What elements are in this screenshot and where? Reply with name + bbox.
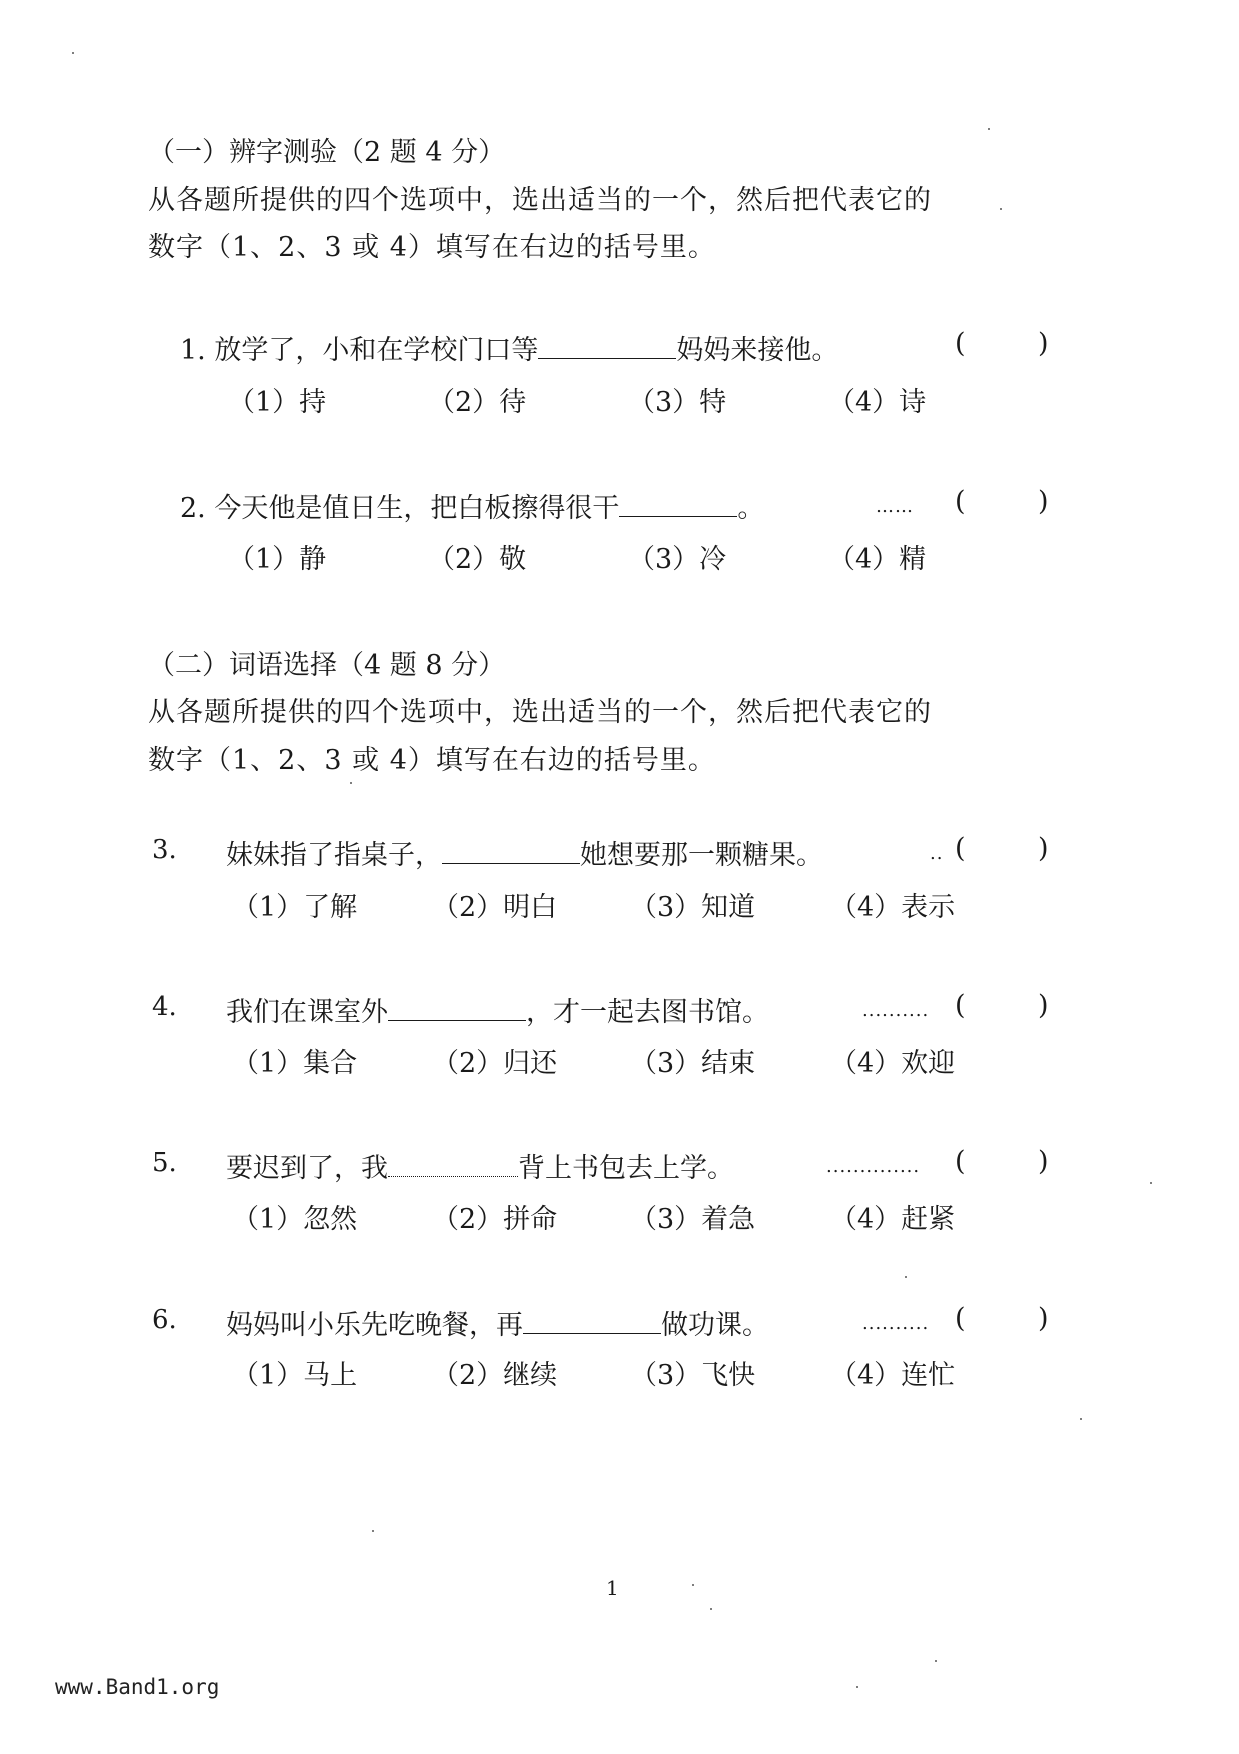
option-2[interactable]: （2）明白: [432, 892, 558, 923]
question-number: 4.: [152, 992, 177, 1022]
question-text-before: 妈妈叫小乐先吃晚餐，再: [226, 1310, 523, 1341]
option-3[interactable]: （3）冷: [628, 544, 727, 575]
answer-bracket-close: ): [1038, 833, 1049, 864]
question-text-after: 背上书包去上学。: [518, 1153, 734, 1184]
option-1[interactable]: （1）了解: [232, 892, 358, 923]
option-1[interactable]: （1）静: [228, 544, 327, 575]
question-text-before: 要迟到了，我: [226, 1153, 388, 1184]
scan-speck: [372, 1530, 374, 1532]
answer-bracket-close: ): [1038, 1146, 1049, 1177]
question-text-before: 我们在课室外: [226, 997, 388, 1028]
scan-speck: [710, 1608, 712, 1610]
scan-speck: [350, 782, 352, 784]
question-number: 5.: [152, 1148, 177, 1178]
answer-blank[interactable]: [388, 996, 526, 1021]
answer-bracket-open[interactable]: (: [955, 1146, 966, 1177]
question-text-before: 放学了，小和在学校门口等: [214, 335, 539, 366]
scan-speck: [72, 52, 74, 54]
scan-speck: [692, 1584, 694, 1586]
answer-blank[interactable]: [619, 492, 737, 517]
answer-bracket-open[interactable]: (: [955, 833, 966, 864]
option-4[interactable]: （4）连忙: [830, 1360, 956, 1391]
scan-speck: [1080, 1418, 1082, 1420]
option-4[interactable]: （4）表示: [830, 892, 956, 923]
question-number: 2.: [180, 493, 206, 524]
option-1[interactable]: （1）持: [228, 387, 327, 418]
answer-blank[interactable]: [538, 334, 676, 359]
answer-bracket-close: ): [1038, 990, 1049, 1021]
answer-bracket-open[interactable]: (: [955, 990, 966, 1021]
question-text-after: ，才一起去图书馆。: [526, 997, 769, 1028]
option-1[interactable]: （1）马上: [232, 1360, 358, 1391]
option-3[interactable]: （3）飞快: [630, 1360, 756, 1391]
answer-bracket-open[interactable]: (: [955, 1303, 966, 1334]
question-text-after: 。: [737, 493, 765, 524]
dot-leader: ..........: [862, 1000, 930, 1021]
option-2[interactable]: （2）拼命: [432, 1204, 558, 1235]
section1-instruction-line1: 从各题所提供的四个选项中，选出适当的一个，然后把代表它的: [148, 185, 932, 216]
option-3[interactable]: （3）着急: [630, 1204, 756, 1235]
answer-bracket-close: ): [1038, 486, 1049, 517]
question-number: 1.: [180, 335, 206, 366]
dot-leader: ……: [876, 496, 914, 517]
question-number: 6.: [152, 1305, 177, 1335]
section2-instruction-line1: 从各题所提供的四个选项中，选出适当的一个，然后把代表它的: [148, 697, 932, 728]
option-3[interactable]: （3）知道: [630, 892, 756, 923]
section1-title: （一）辨字测验（2 题 4 分）: [148, 137, 506, 168]
option-1[interactable]: （1）忽然: [232, 1204, 358, 1235]
option-2[interactable]: （2）敬: [428, 544, 527, 575]
dot-leader: ..: [930, 843, 944, 864]
question-1: [180, 328, 838, 367]
scan-speck: [856, 1686, 858, 1688]
option-4[interactable]: （4）赶紧: [830, 1204, 956, 1235]
answer-bracket-close: ): [1038, 328, 1049, 359]
option-3[interactable]: （3）特: [628, 387, 727, 418]
page-number: 1: [606, 1576, 619, 1600]
option-3[interactable]: （3）结束: [630, 1048, 756, 1079]
scan-speck: [988, 128, 990, 130]
scan-speck: [935, 1660, 937, 1662]
dot-leader: ..........: [862, 1313, 930, 1334]
answer-bracket-open[interactable]: (: [955, 486, 966, 517]
option-2[interactable]: （2）继续: [432, 1360, 558, 1391]
option-2[interactable]: （2）待: [428, 387, 527, 418]
answer-blank[interactable]: [523, 1309, 661, 1334]
option-1[interactable]: （1）集合: [232, 1048, 358, 1079]
answer-bracket-close: ): [1038, 1303, 1049, 1334]
question-4: [226, 990, 769, 1029]
dot-leader: ..............: [826, 1156, 921, 1177]
question-text-after: 做功课。: [661, 1310, 769, 1341]
answer-blank[interactable]: [442, 839, 580, 864]
option-2[interactable]: （2）归还: [432, 1048, 558, 1079]
scan-speck: [1000, 208, 1002, 210]
scan-speck: [905, 1276, 907, 1278]
section2-title: （二）词语选择（4 题 8 分）: [148, 650, 506, 681]
answer-bracket-open[interactable]: (: [955, 328, 966, 359]
question-5: [226, 1146, 734, 1185]
option-4[interactable]: （4）精: [828, 544, 927, 575]
question-6: [226, 1303, 769, 1342]
section2-instruction-line2: 数字（1、2、3 或 4）填写在右边的括号里。: [148, 745, 716, 776]
question-text-before: 今天他是值日生，把白板擦得很干: [214, 493, 620, 524]
section1-instruction-line2: 数字（1、2、3 或 4）填写在右边的括号里。: [148, 232, 716, 263]
answer-blank[interactable]: [388, 1152, 518, 1177]
question-2: [180, 486, 764, 525]
footer-url: www.Band1.org: [55, 1675, 220, 1699]
option-4[interactable]: （4）欢迎: [830, 1048, 956, 1079]
question-number: 3.: [152, 835, 177, 865]
option-4[interactable]: （4）诗: [828, 387, 927, 418]
question-text-before: 妹妹指了指桌子，: [226, 840, 442, 871]
question-text-after: 她想要那一颗糖果。: [580, 840, 823, 871]
question-text-after: 妈妈来接他。: [676, 335, 839, 366]
scan-speck: [1150, 1182, 1152, 1184]
question-3: [226, 833, 823, 872]
